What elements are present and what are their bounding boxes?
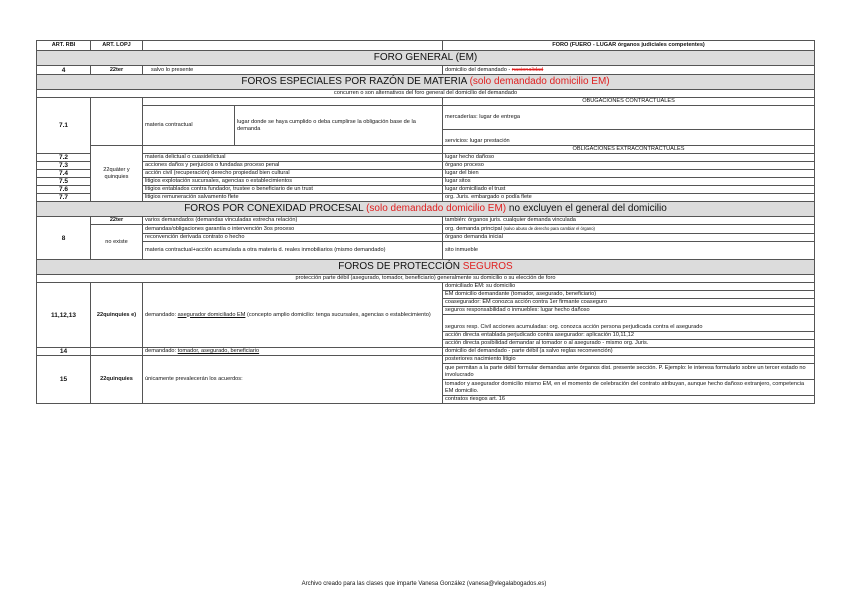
table-row: [37, 356, 815, 364]
desc-cell: [143, 348, 443, 356]
rbi-cell: 14: [37, 348, 91, 356]
foro-cell: que permitan a la parte débil formular demandas ante órganos dist. presente sección. P. Ejemplo: le interesa formularlo sobre un tercer estado no involucrado: [443, 364, 815, 380]
foro-note: (salvo abuso de derecho para cambiar el órgano): [503, 226, 595, 231]
header-art-lopj: ART. LOPJ: [91, 41, 143, 51]
foro-cell: posteriores nacimiento litigio: [443, 356, 815, 364]
desc-text: demandado:: [145, 348, 178, 354]
especiales-title: [37, 75, 815, 90]
proteccion-subtitle: protección parte débil (asegurado, tomador, beneficiario) generalmente su domicilio o su elección de foro: [37, 275, 815, 283]
foro-text: org. demanda principal: [445, 226, 502, 232]
empty-cell: [143, 146, 443, 154]
desc-cell: materia contractual+acción acumulada a otra materia d. reales inmobiliarios (mismo demandado): [143, 242, 443, 260]
especiales-title-text: FOROS ESPECIALES POR RAZÓN DE MATERIA: [241, 76, 470, 87]
foro-cell: órgano proceso: [443, 162, 815, 170]
foro-cell: tomador y asegurador domicilio mismo EM, en el momento de celebración del contrato atribuyan, aunque hecho dañoso extranjero, competencia EM domicilio.: [443, 380, 815, 396]
proteccion-title-text: FOROS DE PROTECCIÓN: [338, 261, 463, 272]
table-row: [37, 170, 815, 178]
lopj-empty: [91, 98, 143, 146]
lopj-cell: 22quinquies: [91, 356, 143, 404]
table-row: [37, 194, 815, 202]
competence-table: [36, 40, 815, 404]
especiales-title-red: (solo demandado domicilio EM): [469, 76, 610, 87]
rbi-cell: 4: [37, 66, 91, 75]
table-row: [37, 90, 815, 98]
desc-cell: materia delictual o cuasidelictual: [143, 154, 443, 162]
desc-cell: varios demandados (demandas vinculadas estrecha relación): [143, 217, 443, 225]
conexidad-title-text: FOROS POR CONEXIDAD PROCESAL: [184, 203, 367, 214]
desc-text: demandado:: [145, 311, 178, 318]
rbi-cell: 7.1: [37, 98, 91, 154]
section-foro-general: [37, 51, 815, 66]
foro-cell: mercaderías: lugar de entrega: [443, 106, 815, 130]
desc-cell: litigios explotación sucursales, agencias o establecimientos: [143, 178, 443, 186]
desc-cell: acción civil (recuperación) derecho propiedad bien cultural: [143, 170, 443, 178]
foro-cell: seguros responsabilidad o inmuebles: lugar hecho dañoso: [443, 307, 815, 315]
table-row: [37, 283, 815, 291]
table-row: [37, 66, 815, 75]
rbi-cell: 7.6: [37, 186, 91, 194]
conexidad-title-red: (solo demandado domicilio EM): [366, 203, 507, 214]
section-conexidad: [37, 202, 815, 217]
rbi-cell: 8: [37, 217, 91, 260]
oblig-extra-label: OBLIGACIONES EXTRACONTRACTUALES: [443, 146, 815, 154]
desc-cell: litigios entablados contra fundador, trustee o beneficiario de un trust: [143, 186, 443, 194]
desc-cell: únicamente prevalecerán los acuerdos:: [143, 356, 443, 404]
foro-cell: [443, 225, 815, 234]
especiales-subtitle: concurren o son alternativos del foro general del domicilio del demandado: [37, 90, 815, 98]
oblig-contract-label: OBUGACIONES CONTRACTUALES: [443, 98, 815, 106]
conexidad-title: [37, 202, 815, 217]
foro-cell: domiciliado EM: su domicilio: [443, 283, 815, 291]
table-row: [37, 162, 815, 170]
foro-cell: EM domicilio demandante (tomador, asegurado, beneficiario): [443, 291, 815, 299]
table-row: [37, 275, 815, 283]
table-row: [37, 217, 815, 225]
foro-cell: lugar sitos: [443, 178, 815, 186]
table-row: [37, 234, 815, 242]
foro-cell: órgano demanda inicial: [443, 234, 815, 242]
desc-cell: acciones daños y perjuicios o fundadas proceso penal: [143, 162, 443, 170]
table-row: [37, 242, 815, 260]
lopj-cell: 22ter: [91, 217, 143, 225]
foro-cell: lugar hecho dañoso: [443, 154, 815, 162]
table-row: [37, 348, 815, 356]
foro-cell: contratos riesgos art. 16: [443, 396, 815, 404]
rbi-cell: 7.5: [37, 178, 91, 186]
foro-cell: lugar del bien: [443, 170, 815, 178]
foro-cell: lugar domiciliado el trust: [443, 186, 815, 194]
proteccion-title-red: SEGUROS: [462, 261, 513, 272]
header-row: [37, 41, 815, 51]
materia-contractual-cell: materia contractual: [143, 106, 235, 146]
desc-underlined: tomador, asegurado, beneficiario: [177, 348, 260, 354]
proteccion-title: [37, 260, 815, 275]
foro-cell: sito inmueble: [443, 242, 815, 260]
foro-cell: acción directa posibilidad demandar al tomador o al asegurado - mismo org. Juris.: [443, 340, 815, 348]
desc-rest: (concepto amplio domicilio: tenga sucursales, agencias o establecimiento): [245, 311, 431, 318]
header-art-rbi: ART. RBI: [37, 41, 91, 51]
foro-text: domicilio del demandado -: [445, 66, 512, 73]
table-row: [37, 154, 815, 162]
table-row: [37, 146, 815, 154]
table-row: [37, 98, 815, 106]
lopj-cell: 22quinquies e): [91, 283, 143, 348]
table-row: [37, 106, 815, 130]
desc-underlined: asegurador domiciliado EM: [177, 311, 246, 318]
rbi-cell: 11,12,13: [37, 283, 91, 348]
foro-cell: acción directa entablada perjudicado contra asegurador: aplicación 10,11,12: [443, 332, 815, 340]
lopj-empty: [91, 348, 143, 356]
foro-cell: seguros resp. Civil acciones acumuladas: org. conozca acción persona perjudicada contra el asegurado: [443, 315, 815, 332]
desc-cell: salvo lo presente: [143, 66, 443, 75]
lopj-cell: 22quàter y quinquies: [91, 146, 143, 202]
empty-cell: [143, 98, 443, 106]
section-especiales: [37, 75, 815, 90]
foro-general-title: FORO GENERAL (EM): [37, 51, 815, 66]
lopj-cell: 22ter: [91, 66, 143, 75]
header-empty: [143, 41, 443, 51]
rbi-cell: 15: [37, 356, 91, 404]
rbi-cell: 7.7: [37, 194, 91, 202]
rbi-cell: 7.3: [37, 162, 91, 170]
foro-cell: también: órganos juris. cualquier demanda vinculada: [443, 217, 815, 225]
table-row: [37, 225, 815, 234]
struck-text: nacionalidad: [511, 66, 544, 73]
footer-credit: Archivo creado para las clases que imparte Vanesa González (vanesa@vlegalabogados.es): [301, 581, 547, 587]
table-row: [37, 186, 815, 194]
desc-cell: demandas/obligaciones garantía o intervención 3os proceso: [143, 225, 443, 234]
rbi-cell: 7.4: [37, 170, 91, 178]
table-row: [37, 178, 815, 186]
desc-cell: [143, 283, 443, 348]
foro-cell: domicilio del demandado - parte débil (a salvo reglas reconvención): [443, 348, 815, 356]
header-foro: FORO (FUERO - LUGAR órganos judiciales competentes): [443, 41, 815, 51]
desc-cell: reconvención derivada contrato o hecho: [143, 234, 443, 242]
foro-cell: servicios: lugar prestación: [443, 130, 815, 146]
conexidad-title-rest: no excluyen el general del domicilio: [506, 203, 667, 214]
section-proteccion: [37, 260, 815, 275]
foro-cell: coasegurador: EM conozca acción contra 1er firmante coaseguro: [443, 299, 815, 307]
foro-cell: [443, 66, 815, 75]
foro-cell: org. Juris. embargado o podía flete: [443, 194, 815, 202]
desc-cell: litigios remuneración salvamento flete: [143, 194, 443, 202]
lopj-cell: no existe: [91, 225, 143, 260]
lugar-cumplido-cell: lugar donde se haya cumplido o deba cumplirse la obligación base de la demanda: [235, 106, 443, 146]
rbi-cell: 7.2: [37, 154, 91, 162]
